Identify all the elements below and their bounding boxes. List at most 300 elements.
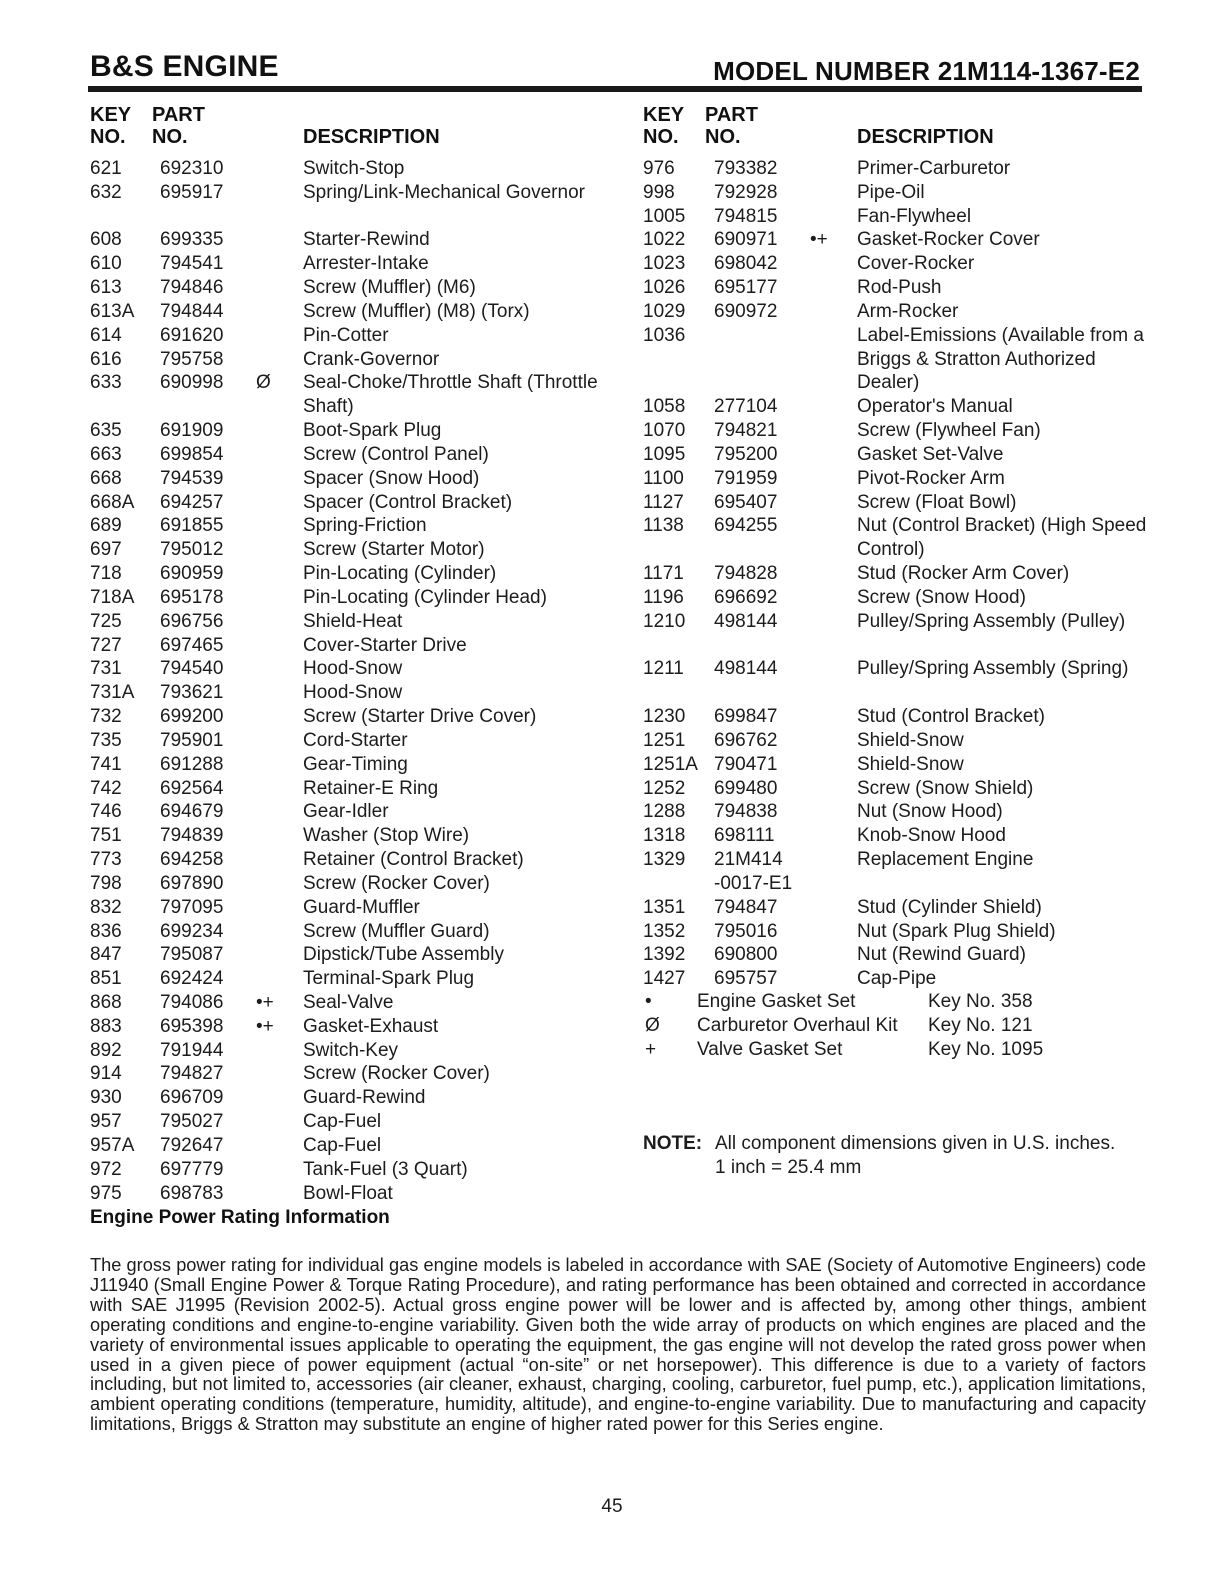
part-number: 699200	[160, 706, 224, 728]
table-row	[643, 896, 1148, 920]
part-number: 690959	[160, 563, 224, 585]
page-number: 45	[601, 1496, 623, 1517]
table-row	[90, 467, 610, 491]
table-row	[90, 252, 610, 276]
part-number: 690971	[714, 229, 778, 251]
key-number: 1352	[643, 920, 686, 942]
part-description: Gasket-Rocker Cover	[857, 229, 1040, 251]
table-row	[90, 848, 610, 872]
part-number: 691620	[160, 324, 224, 346]
part-number: 699335	[160, 229, 224, 251]
part-description: Gear-Idler	[303, 801, 389, 823]
table-row	[90, 228, 610, 252]
part-description: Retainer-E Ring	[303, 777, 439, 799]
table-row	[90, 753, 610, 777]
key-number: 883	[90, 1015, 122, 1037]
key-number: 892	[90, 1039, 122, 1061]
part-description: Screw (Muffler) (M6)	[303, 277, 476, 299]
key-number: 957	[90, 1111, 122, 1133]
part-number: 794086	[160, 991, 224, 1013]
part-description: Tank-Fuel (3 Quart)	[303, 1158, 468, 1180]
part-description: Guard-Rewind	[303, 1087, 426, 1109]
part-description: Screw (Starter Drive Cover)	[303, 706, 537, 728]
key-number: 610	[90, 253, 122, 275]
key-number: 663	[90, 443, 122, 465]
part-number: 695398	[160, 1015, 224, 1037]
part-number: 697779	[160, 1158, 224, 1180]
key-number: 746	[90, 801, 122, 823]
part-description: Retainer (Control Bracket)	[303, 849, 524, 871]
table-row	[643, 491, 1148, 515]
table-row	[643, 562, 1148, 586]
table-row	[643, 967, 1148, 991]
table-row	[643, 729, 1148, 753]
part-number: 794827	[160, 1063, 224, 1085]
key-number: 614	[90, 324, 122, 346]
key-number: 1171	[643, 563, 684, 585]
part-number: 794847	[714, 896, 778, 918]
part-description: Shield-Snow	[857, 729, 964, 751]
table-row	[90, 1182, 610, 1206]
part-number: 695177	[714, 277, 778, 299]
table-row	[90, 681, 610, 705]
part-number: 795012	[160, 539, 224, 561]
part-description: Replacement Engine	[857, 849, 1034, 871]
part-number: 696762	[714, 729, 778, 751]
part-description: Spring-Friction	[303, 515, 427, 537]
key-number: 975	[90, 1182, 122, 1204]
part-number: 694257	[160, 491, 224, 513]
part-description: Screw (Muffler) (M8) (Torx)	[303, 300, 530, 322]
part-description: Cap-Pipe	[857, 968, 937, 990]
part-description: Stud (Rocker Arm Cover)	[857, 563, 1070, 585]
part-number: 791959	[714, 467, 778, 489]
key-number: 998	[643, 181, 675, 203]
part-number: 794815	[714, 205, 778, 227]
part-description: Shield-Snow	[857, 753, 964, 775]
table-row	[643, 943, 1148, 967]
table-row	[90, 371, 610, 419]
table-row	[90, 276, 610, 300]
key-number: 633	[90, 372, 122, 394]
table-row	[90, 800, 610, 824]
part-description: Spacer (Control Bracket)	[303, 491, 513, 513]
key-number: 689	[90, 515, 122, 537]
table-row	[643, 157, 1148, 181]
table-row	[90, 634, 610, 658]
part-description: Pin-Locating (Cylinder Head)	[303, 586, 547, 608]
part-description: Boot-Spark Plug	[303, 420, 442, 442]
legend-key: Key No. 358	[928, 991, 1033, 1012]
part-number: 790471	[714, 753, 778, 775]
part-description: Fan-Flywheel	[857, 205, 972, 227]
table-row	[90, 1015, 610, 1039]
part-number: 498144	[714, 610, 778, 632]
table-row	[90, 1110, 610, 1134]
part-number: 794839	[160, 825, 224, 847]
part-description: Hood-Snow	[303, 658, 403, 680]
table-row	[643, 514, 1148, 562]
part-number: 699847	[714, 706, 778, 728]
part-description: Nut (Rewind Guard)	[857, 944, 1026, 966]
part-description: Stud (Control Bracket)	[857, 706, 1045, 728]
table-row	[90, 491, 610, 515]
key-number: 1023	[643, 253, 686, 275]
table-row	[643, 586, 1148, 610]
table-row	[90, 348, 610, 372]
legend-label: Engine Gasket Set	[697, 991, 856, 1012]
part-number: 793621	[160, 682, 224, 704]
part-description: Cap-Fuel	[303, 1134, 382, 1156]
table-row	[643, 753, 1148, 777]
key-number: 1329	[643, 849, 686, 871]
part-description: Cord-Starter	[303, 729, 408, 751]
part-description: Crank-Governor	[303, 348, 440, 370]
key-number: 1095	[643, 443, 686, 465]
table-row	[90, 586, 610, 610]
key-number: 621	[90, 158, 122, 179]
table-row	[643, 610, 1148, 658]
key-number: 1288	[643, 801, 686, 823]
part-number: 794828	[714, 563, 778, 585]
part-number: 690998	[160, 372, 224, 394]
key-number: 668	[90, 467, 122, 489]
part-number: 794541	[160, 253, 224, 275]
key-number: 847	[90, 944, 122, 966]
right-parts-table	[643, 157, 1148, 991]
table-row	[643, 181, 1148, 205]
page-title: B&S ENGINE	[90, 50, 279, 83]
table-row	[90, 943, 610, 967]
part-number: 694258	[160, 849, 224, 871]
part-number: 699234	[160, 920, 224, 942]
key-number: 731	[90, 658, 122, 680]
part-number: 698783	[160, 1182, 224, 1204]
part-number: 792928	[714, 181, 778, 203]
part-description: Pin-Locating (Cylinder)	[303, 563, 497, 585]
part-number: 691909	[160, 420, 224, 442]
table-row	[643, 395, 1148, 419]
key-number: 718	[90, 563, 122, 585]
part-header-line1: PART	[152, 104, 205, 126]
key-number: 1251A	[643, 753, 698, 775]
part-description: Terminal-Spark Plug	[303, 968, 475, 990]
table-row	[643, 848, 1148, 896]
part-description: Pipe-Oil	[857, 181, 925, 203]
table-row	[643, 324, 1148, 396]
legend-symbol: •	[645, 991, 652, 1012]
table-row	[90, 443, 610, 467]
key-number: 741	[90, 753, 122, 775]
legend-label: Carburetor Overhaul Kit	[697, 1014, 898, 1036]
part-number: 697890	[160, 872, 224, 894]
table-row	[643, 419, 1148, 443]
part-number: 698042	[714, 253, 778, 275]
legend-key: Key No. 121	[928, 1014, 1033, 1036]
key-number: 1210	[643, 610, 686, 632]
model-number-title: MODEL NUMBER 21M114-1367-E2	[713, 56, 1140, 86]
table-row	[90, 657, 610, 681]
table-row	[90, 300, 610, 324]
key-number: 1351	[643, 896, 686, 918]
table-row	[90, 872, 610, 896]
part-number: 795027	[160, 1111, 224, 1133]
part-number: 692564	[160, 777, 224, 799]
legend-symbol: Ø	[645, 1014, 660, 1036]
key-number: 1022	[643, 229, 686, 251]
part-number: 794821	[714, 420, 778, 442]
note-label: NOTE:	[643, 1133, 703, 1154]
part-header-line2: NO.	[705, 126, 741, 148]
part-description: Hood-Snow	[303, 682, 403, 704]
key-header-line2: NO.	[90, 126, 126, 148]
legend-symbol: +	[645, 1038, 657, 1060]
note-text-line2: 1 inch = 25.4 mm	[715, 1156, 862, 1178]
part-description: Operator's Manual	[857, 396, 1013, 418]
key-number: 635	[90, 420, 122, 442]
table-row	[643, 205, 1148, 229]
key-number: 1318	[643, 825, 686, 847]
key-header-line1: KEY	[90, 104, 132, 126]
legend-key: Key No. 1095	[928, 1038, 1044, 1060]
part-number: 696756	[160, 610, 224, 632]
key-number: 735	[90, 729, 122, 751]
table-row	[643, 467, 1148, 491]
part-number: 498144	[714, 658, 778, 680]
table-row	[90, 1062, 610, 1086]
part-number: 794540	[160, 658, 224, 680]
part-description: Gear-Timing	[303, 753, 408, 775]
header-rule	[88, 86, 1142, 92]
part-number: 692310	[160, 158, 224, 179]
part-number: 694255	[714, 515, 778, 537]
key-number: 732	[90, 706, 122, 728]
table-row	[90, 1086, 610, 1110]
part-number: 794846	[160, 277, 224, 299]
key-number: 868	[90, 991, 122, 1013]
key-number: 957A	[90, 1134, 135, 1156]
part-number: 694679	[160, 801, 224, 823]
table-row	[90, 610, 610, 634]
table-row	[90, 777, 610, 801]
key-number: 1029	[643, 300, 686, 322]
key-number: 798	[90, 872, 122, 894]
table-row	[643, 276, 1148, 300]
part-number: 795087	[160, 944, 224, 966]
note-text-line1: All component dimensions given in U.S. inches.	[715, 1133, 1116, 1154]
key-number: 1211	[643, 658, 684, 680]
key-number: 914	[90, 1063, 122, 1085]
table-row	[90, 967, 610, 991]
part-description: Primer-Carburetor	[857, 158, 1011, 179]
kit-marker: •+	[256, 1015, 274, 1037]
key-number: 1026	[643, 277, 686, 299]
table-row	[90, 824, 610, 848]
part-number: 795758	[160, 348, 224, 370]
table-row	[90, 896, 610, 920]
table-row	[643, 443, 1148, 467]
table-row	[90, 538, 610, 562]
part-description: Pin-Cotter	[303, 324, 389, 346]
legend-label: Valve Gasket Set	[697, 1038, 843, 1060]
table-row	[90, 324, 610, 348]
table-row	[643, 777, 1148, 801]
table-row	[90, 562, 610, 586]
part-number: 695917	[160, 181, 224, 203]
part-description: Label-Emissions (Available from a Briggs & Stratton Authorized Dealer)	[857, 324, 1144, 394]
part-number: 277104	[714, 396, 778, 418]
part-number: 797095	[160, 896, 224, 918]
key-number: 976	[643, 158, 675, 179]
key-number: 836	[90, 920, 122, 942]
part-description: Cover-Rocker	[857, 253, 975, 275]
part-number: 794844	[160, 300, 224, 322]
part-number: 690800	[714, 944, 778, 966]
key-number: 616	[90, 348, 122, 370]
table-row	[90, 729, 610, 753]
part-number: 691288	[160, 753, 224, 775]
kit-marker: Ø	[256, 372, 271, 394]
key-number: 751	[90, 825, 122, 847]
key-number: 930	[90, 1087, 122, 1109]
part-description: Screw (Rocker Cover)	[303, 872, 490, 894]
part-number: 699854	[160, 443, 224, 465]
part-number: 795016	[714, 920, 778, 942]
key-number: 613A	[90, 300, 135, 322]
part-number: 695757	[714, 968, 778, 990]
key-number: 731A	[90, 682, 135, 704]
table-row	[90, 1134, 610, 1158]
key-number: 668A	[90, 491, 135, 513]
part-description: Seal-Valve	[303, 991, 394, 1013]
part-number: 21M414 -0017-E1	[714, 849, 793, 894]
key-number: 613	[90, 277, 122, 299]
part-description: Cover-Starter Drive	[303, 634, 467, 656]
key-number: 1392	[643, 944, 686, 966]
key-number: 1196	[643, 586, 684, 608]
part-number: 795200	[714, 443, 778, 465]
part-description: Screw (Control Panel)	[303, 443, 489, 465]
part-description: Nut (Spark Plug Shield)	[857, 920, 1056, 942]
key-number: 1005	[643, 205, 686, 227]
part-description: Nut (Snow Hood)	[857, 801, 1003, 823]
part-description: Gasket-Exhaust	[303, 1015, 439, 1037]
table-row	[90, 419, 610, 443]
part-number: 792647	[160, 1134, 224, 1156]
key-number: 773	[90, 849, 122, 871]
key-header-line1: KEY	[643, 104, 685, 126]
table-row	[643, 920, 1148, 944]
part-description: Knob-Snow Hood	[857, 825, 1006, 847]
part-description: Screw (Rocker Cover)	[303, 1063, 490, 1085]
part-number: 691855	[160, 515, 224, 537]
key-number: 972	[90, 1158, 122, 1180]
key-number: 742	[90, 777, 122, 799]
key-number: 1070	[643, 420, 686, 442]
key-number: 1138	[643, 515, 684, 537]
part-description: Pivot-Rocker Arm	[857, 467, 1005, 489]
table-row	[90, 514, 610, 538]
table-row	[90, 181, 610, 229]
table-row	[643, 705, 1148, 729]
part-description: Stud (Cylinder Shield)	[857, 896, 1042, 918]
part-description: Pulley/Spring Assembly (Spring)	[857, 658, 1129, 680]
part-description: Starter-Rewind	[303, 229, 430, 251]
kit-marker: •+	[810, 229, 828, 251]
part-description: Nut (Control Bracket) (High Speed Control)	[857, 515, 1147, 561]
key-number: 727	[90, 634, 122, 656]
table-row	[90, 920, 610, 944]
part-description: Gasket Set-Valve	[857, 443, 1004, 465]
table-row	[643, 800, 1148, 824]
table-row	[90, 157, 610, 181]
table-row	[90, 1039, 610, 1063]
description-header: DESCRIPTION	[857, 126, 994, 148]
table-row	[643, 252, 1148, 276]
kit-marker: •+	[256, 991, 274, 1013]
part-number: 794838	[714, 801, 778, 823]
part-description: Screw (Starter Motor)	[303, 539, 485, 561]
part-description: Spring/Link-Mechanical Governor	[303, 181, 585, 203]
part-description: Seal-Choke/Throttle Shaft (Throttle Shaft)	[303, 372, 598, 418]
right-column-headers	[643, 104, 1148, 152]
part-number: 690972	[714, 300, 778, 322]
key-number: 725	[90, 610, 122, 632]
part-number: 791944	[160, 1039, 224, 1061]
table-row	[90, 1158, 610, 1182]
part-description: Screw (Muffler Guard)	[303, 920, 490, 942]
description-header: DESCRIPTION	[303, 126, 440, 148]
left-column-headers	[90, 104, 610, 152]
part-number: 794539	[160, 467, 224, 489]
part-number: 692424	[160, 968, 224, 990]
part-number: 699480	[714, 777, 778, 799]
part-number: 697465	[160, 634, 224, 656]
part-description: Bowl-Float	[303, 1182, 393, 1204]
key-number: 697	[90, 539, 122, 561]
key-number: 632	[90, 181, 122, 203]
key-number: 1427	[643, 968, 686, 990]
key-number: 1058	[643, 396, 686, 418]
part-number: 696709	[160, 1087, 224, 1109]
key-number: 1127	[643, 491, 684, 513]
part-description: Rod-Push	[857, 277, 942, 299]
key-header-line2: NO.	[643, 126, 679, 148]
rating-section-title: Engine Power Rating Information	[90, 1207, 390, 1228]
part-description: Washer (Stop Wire)	[303, 825, 470, 847]
part-description: Guard-Muffler	[303, 896, 420, 918]
table-row	[643, 228, 1148, 252]
table-row	[90, 705, 610, 729]
table-row	[643, 657, 1148, 705]
part-description: Shield-Heat	[303, 610, 403, 632]
part-description: Arm-Rocker	[857, 300, 959, 322]
part-description: Screw (Snow Shield)	[857, 777, 1034, 799]
key-number: 1251	[643, 729, 686, 751]
part-number: 795901	[160, 729, 224, 751]
key-number: 1230	[643, 706, 686, 728]
key-number: 608	[90, 229, 122, 251]
table-row	[643, 300, 1148, 324]
part-number: 696692	[714, 586, 778, 608]
part-description: Screw (Flywheel Fan)	[857, 420, 1041, 442]
part-description: Switch-Key	[303, 1039, 399, 1061]
part-number: 793382	[714, 158, 778, 179]
left-parts-table	[90, 157, 610, 1205]
part-number: 695407	[714, 491, 778, 513]
table-row	[643, 824, 1148, 848]
part-description: Spacer (Snow Hood)	[303, 467, 480, 489]
